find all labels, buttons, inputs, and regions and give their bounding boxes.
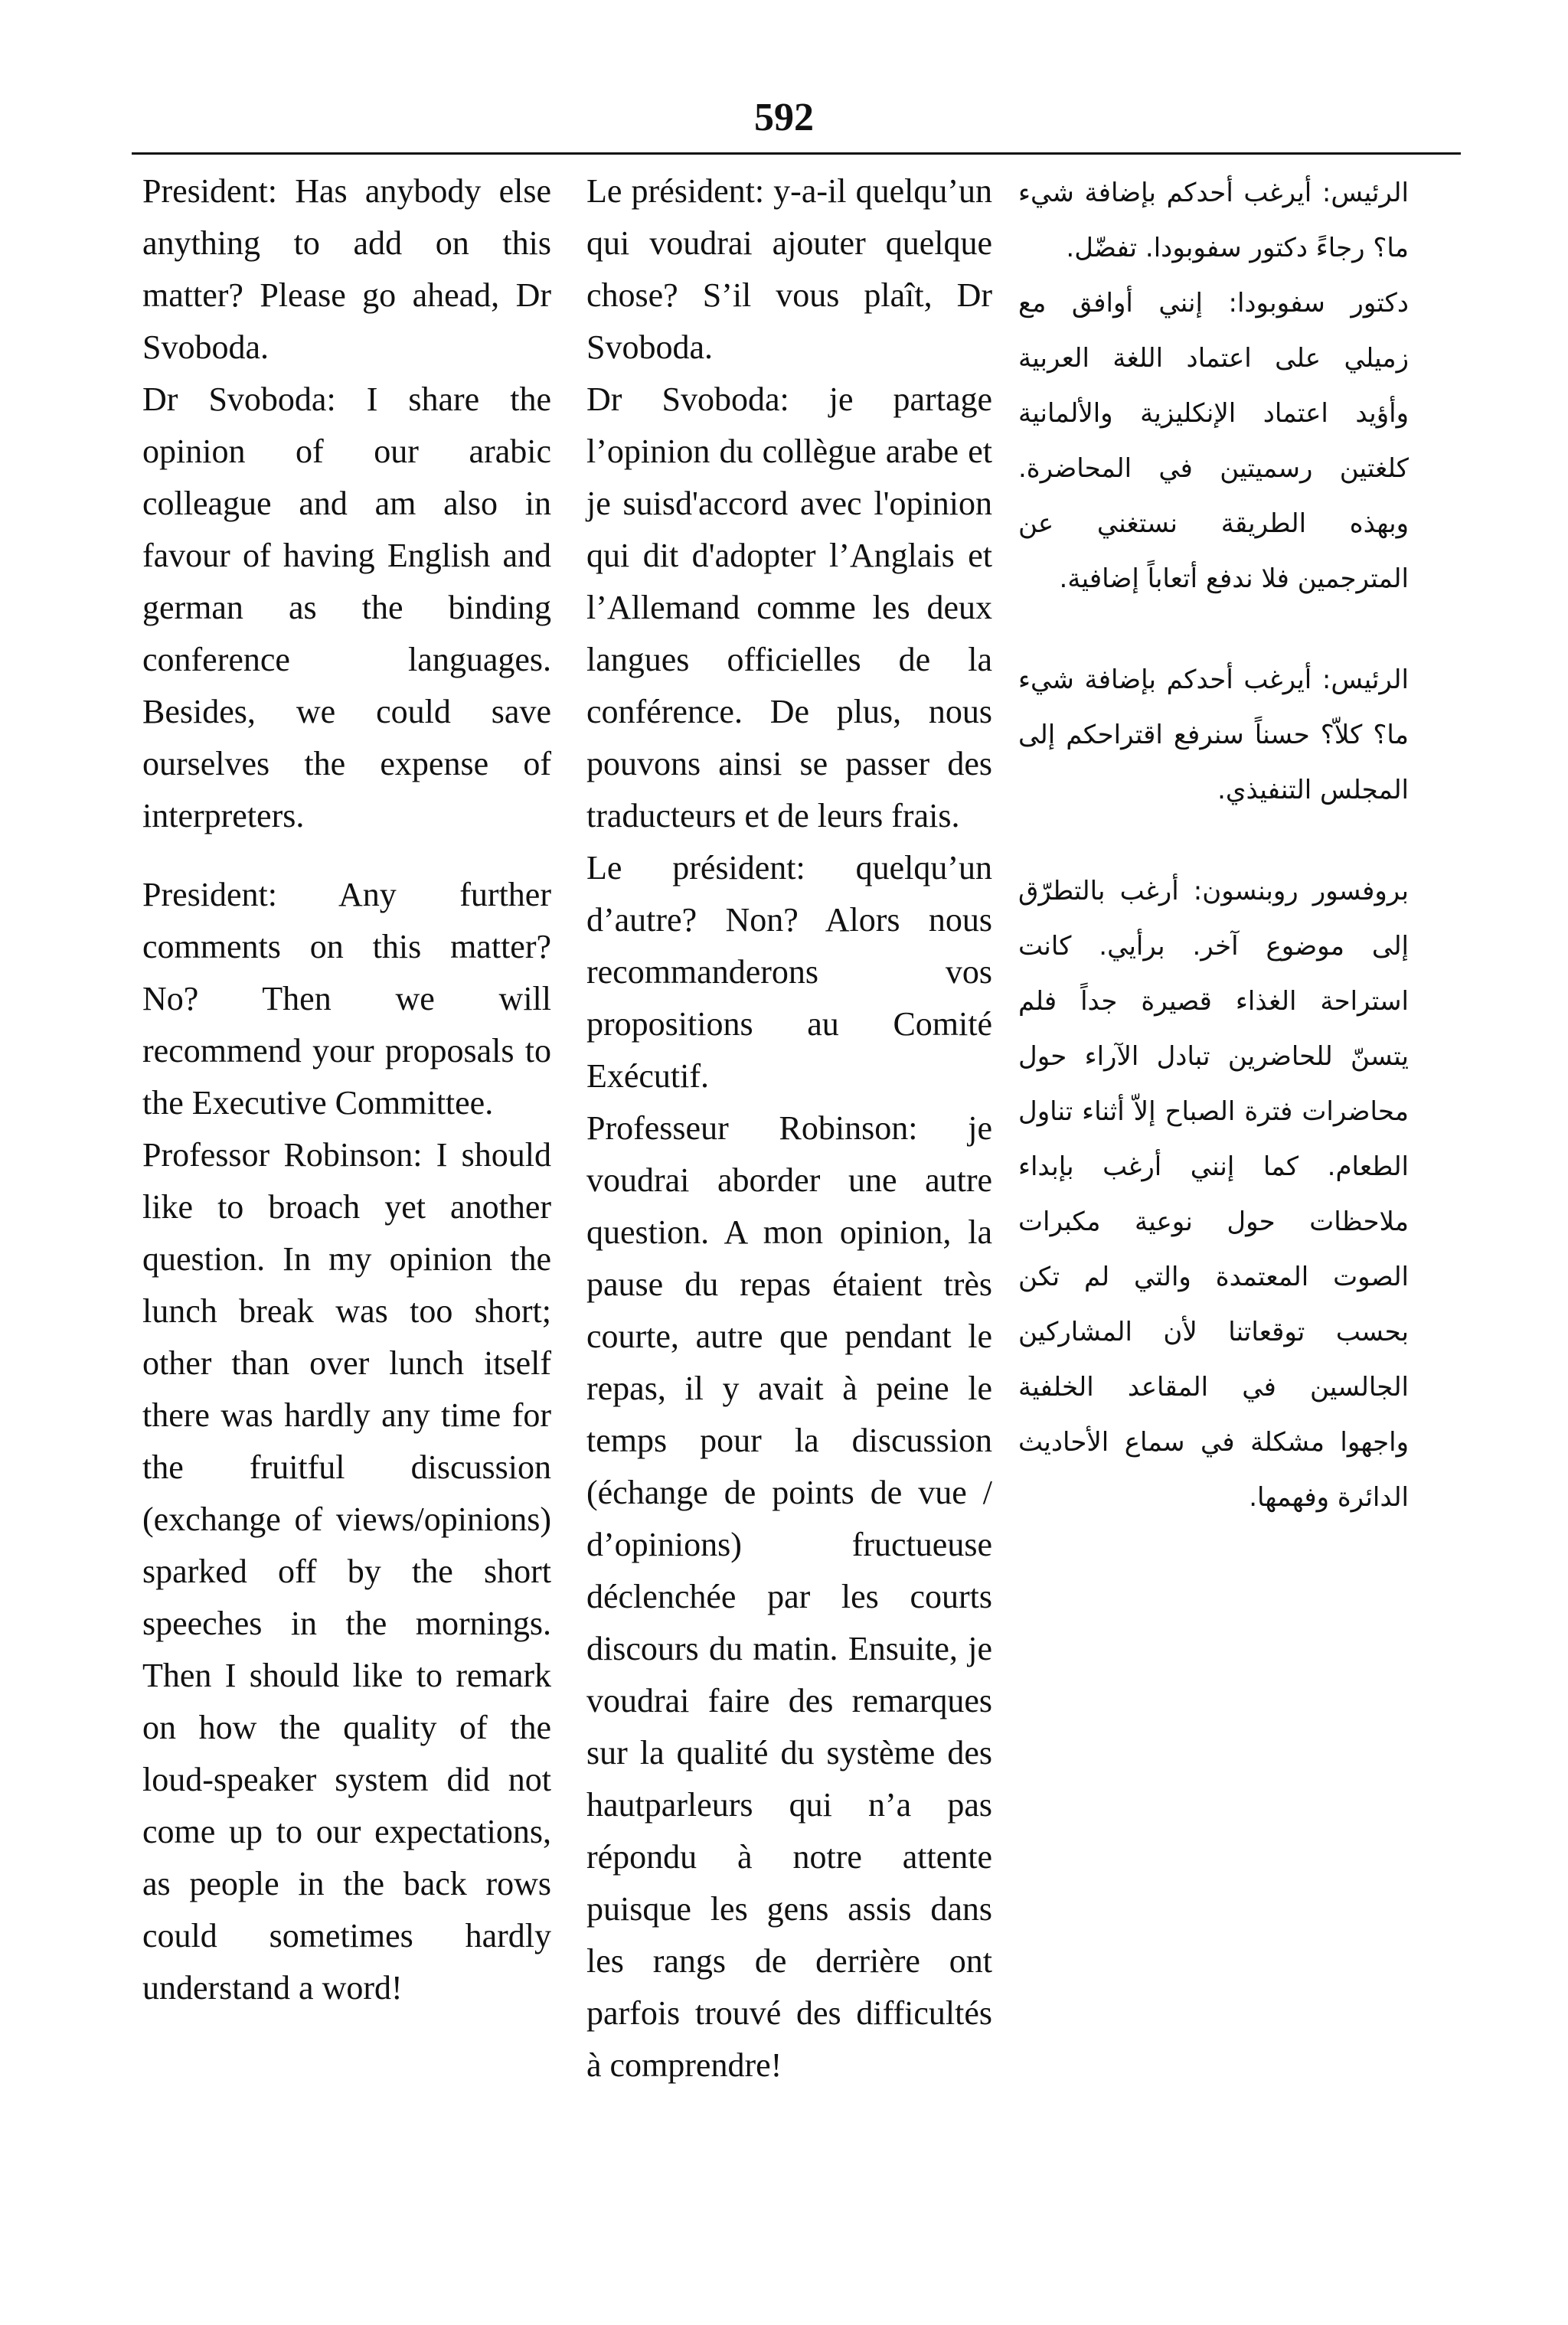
french-president-closing: Le président: quelqu’un d’autre? Non? Alors nous recommanderons vos propositions au Comité Exécutif. [586, 849, 992, 1095]
spacer [1018, 606, 1409, 652]
arabic-president-closing: الرئيس: أيرغب أحدكم بإضافة شيء ما؟ كلاّ؟ حسناً سنرفع اقتراحكم إلى المجلس التنفيذي. [1018, 665, 1409, 805]
arabic-svoboda-reply: دكتور سفوبودا: إنني أوافق مع زميلي على اعتماد اللغة العربية وأؤيد اعتماد الإنكليزية والألمانية كلغتين رسميتين في المحاضرة. وبهذه الطريقة نستغني عن المترجمين فلا ندفع أتعاباً إضافية. [1018, 288, 1409, 594]
french-robinson-remark: Professeur Robinson: je voudrai aborder une autre question. A mon opinion, la pause du repas étaient très courte, autre que pendant le repas, il y avait à peine le temps pour la discussion (échange de points de vue / d’opinions) fructueuse déclenchée par les courts discours du matin. Ensuite, je voudrai faire des remarques sur la qualité du système des hautparleurs qui n’a pas répondu à notre attente puisque les gens assis dans les rangs de derrière ont parfois trouvé des difficultés à comprendre! [586, 1109, 992, 2084]
spacer [142, 842, 551, 869]
english-president-closing: President: Any further comments on this matter? No? Then we will recommend your proposals to the Executive Committee. [142, 876, 551, 1122]
header-divider [132, 152, 1461, 155]
arabic-president-question: الرئيس: أيرغب أحدكم بإضافة شيء ما؟ رجاءً دكتور سفوبودا. تفضّل. [1018, 178, 1409, 263]
english-column [142, 165, 551, 2014]
english-president-question: President: Has anybody else anything to add on this matter? Please go ahead, Dr Svoboda. [142, 172, 551, 366]
french-column [586, 165, 992, 2092]
arabic-robinson-remark: بروفسور روبنسون: أرغب بالتطرّق إلى موضوع آخر. برأيي. كانت استراحة الغذاء قصيرة جداً فلم يتسنّ للحاضرين تبادل الآراء حول محاضرات فترة الصباح إلاّ أثناء تناول الطعام. كما إنني أرغب بإبداء ملاحظات حول نوعية مكبرات الصوت المعتمدة والتي لم تكن بحسب توقعاتنا لأن المشاركين الجالسين في المقاعد الخلفية واجهوا مشكلة في سماع الأحاديث الدائرة وفهمها. [1018, 876, 1409, 1513]
english-svoboda-reply: Dr Svoboda: I share the opinion of our arabic colleague and am also in favour of having English and german as the binding conference languages. Besides, we could save ourselves the expense of interpreters. [142, 380, 551, 834]
english-robinson-remark: Professor Robinson: I should like to broach yet another question. In my opinion the lunch break was too short; other than over lunch itself there was hardly any time for the fruitful discussion (exchange of views/opinions) sparked off by the short speeches in the mornings. Then I should like to remark on how the quality of the loud-speaker system did not come up to our expectations, as people in the back rows could sometimes hardly understand a word! [142, 1136, 551, 2007]
spacer [1018, 818, 1409, 864]
french-president-question: Le président: y-a-il quelqu’un qui voudrai ajouter quelque chose? S’il vous plaît, Dr Svoboda. [586, 172, 992, 366]
arabic-column [1018, 165, 1409, 1525]
page-number: 592 [754, 96, 814, 139]
french-svoboda-reply: Dr Svoboda: je partage l’opinion du collègue arabe et je suisd'accord avec l'opinion qui dit d'adopter l’Anglais et l’Allemand comme les deux langues officielles de la conférence. De plus, nous pouvons ainsi se passer des traducteurs et de leurs frais. [586, 380, 992, 834]
